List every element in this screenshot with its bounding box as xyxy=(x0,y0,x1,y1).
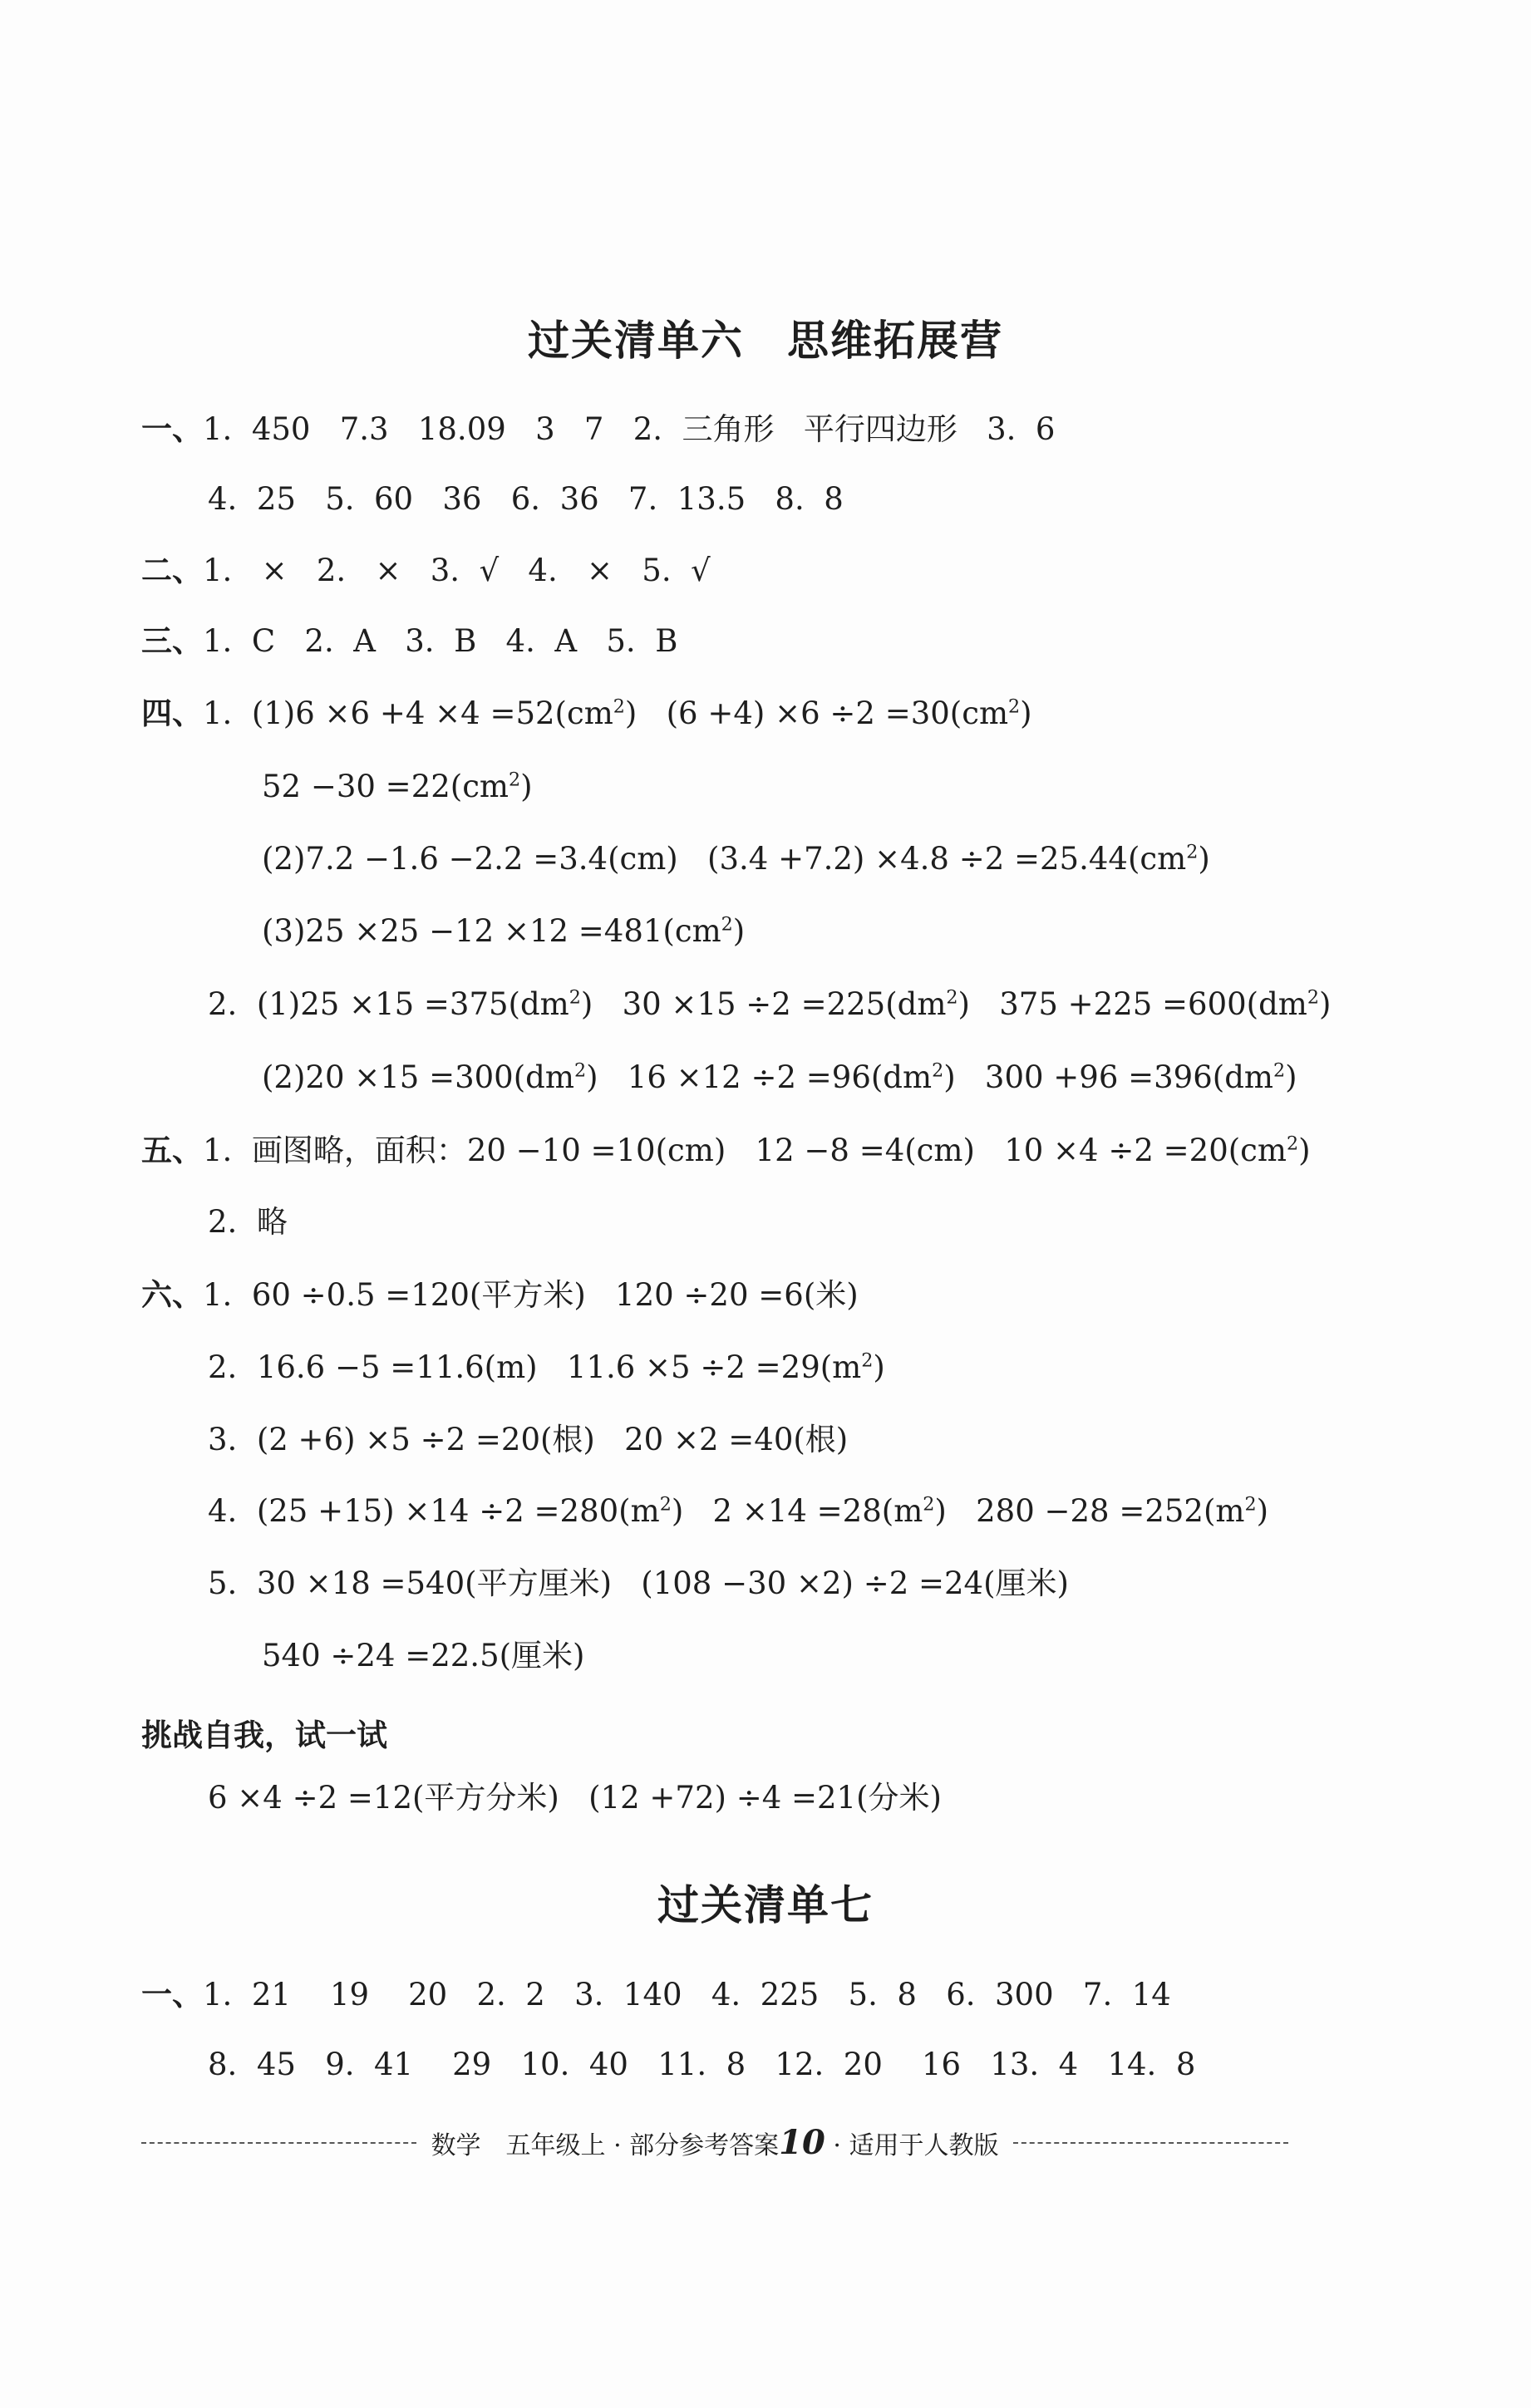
section-2-mark: 二、 xyxy=(141,553,203,588)
section-4-line-1: 四、1. $(1)6 \times 6 +4 \times 4 =52(cm^2)$ $(6 +4) \times 6 \div 2 =30(cm^2)$ xyxy=(141,695,1032,731)
section-4-line-6: $(2)20 \times 15 =300(dm^2)$ $16 \times 12 \div 2 =96(dm^2)$ $300 +96 =396(dm^2)$ xyxy=(262,1059,1297,1095)
section-3-line xyxy=(141,623,678,659)
section-1-answers: 1. 450 7.3 18.09 3 7 2. 三角形 平行四边形 3. 6 xyxy=(203,411,1056,447)
section-6-line-5: 5. 30 ×18 =540(平方厘米) (108 −30 ×2) ÷2 =24(厘米) xyxy=(208,1565,1069,1601)
section-7-line-2: 8. 45 9. 41 29 10. 40 11. 8 12. 20 16 13. 4 14. 8 xyxy=(208,2047,1196,2082)
section-6-line-2: 2. 16.6 −5 =11.6(m) $11.6 \times 5 \div 2 =29(m^2)$ xyxy=(208,1349,885,1385)
page-footer xyxy=(141,2123,1288,2162)
section-6-mark: 六、 xyxy=(141,1277,203,1313)
footer-text: 数学 五年级上 · 部分参考答案10 · 适用于人教版 xyxy=(431,2123,999,2162)
page-number: 10 xyxy=(779,2123,825,2162)
section-6-line-4: 4. $(25 +15) \times 14 \div 2 =280(m^2)$ $2 \times 14 =28(m^2)$ $280 -28 =252(m^2)$ xyxy=(208,1493,1269,1529)
section-5-line-1: 五、1. 画图略，面积：20 −10 =10(cm) 12 −8 =4(cm) $10 \times 4 \div 2 =20(cm^2)$ xyxy=(141,1133,1311,1168)
section-4-line-5: 2. $(1)25 \times 15 =375(dm^2)$ $30 \times 15 \div 2 =225(dm^2)$ $375 +225 =600(dm^2)$ xyxy=(208,986,1332,1022)
section-4-line-2: $52 -30 =22(cm^2)$ xyxy=(262,769,533,804)
section-1-line-1 xyxy=(141,411,1056,447)
section-5-line-2: 2. 略 xyxy=(208,1204,288,1240)
section-6-line-1: 六、1. 60 ÷0.5 =120(平方米) 120 ÷20 =6(米) xyxy=(141,1277,859,1313)
section-1-mark: 一、 xyxy=(141,411,203,447)
section-4-line-3: (2)7.2 −1.6 −2.2 =3.4(cm) $(3.4 +7.2) \times 4.8 \div 2 =25.44(cm^2)$ xyxy=(262,841,1210,877)
section-6-line-3: 3. (2 +6) ×5 ÷2 =20(根) 20 ×2 =40(根) xyxy=(208,1422,849,1457)
section-2-answers: 1. × 2. × 3. √ 4. × 5. √ xyxy=(203,553,711,588)
challenge-heading: 挑战自我，试一试 xyxy=(141,1718,387,1753)
section-5-mark: 五、 xyxy=(141,1133,203,1168)
section-7-mark: 一、 xyxy=(141,1977,203,2012)
footer-left-rule xyxy=(141,2142,416,2144)
section-1-line-2: 4. 25 5. 60 36 6. 36 7. 13.5 8. 8 xyxy=(208,481,844,517)
section-3-mark: 三、 xyxy=(141,623,203,659)
section-title-7: 过关清单七 xyxy=(657,1881,874,1929)
section-6-line-6: 540 ÷24 =22.5(厘米) xyxy=(262,1638,585,1673)
section-4-mark: 四、 xyxy=(141,695,203,731)
section-title-6: 过关清单六 思维拓展营 xyxy=(528,317,1003,365)
section-7-line-1: 一、1. 21 19 20 2. 2 3. 140 4. 225 5. 8 6. 300 7. 14 xyxy=(141,1977,1171,2012)
section-3-answers: 1. C 2. A 3. B 4. A 5. B xyxy=(203,623,678,659)
section-4-line-4: $(3)25 \times 25 -12 \times 12 =481(cm^2)$ xyxy=(262,913,746,949)
challenge-answer: 6 ×4 ÷2 =12(平方分米) (12 +72) ÷4 =21(分米) xyxy=(208,1780,942,1816)
section-2-line xyxy=(141,555,711,586)
footer-right-rule xyxy=(1013,2142,1288,2144)
